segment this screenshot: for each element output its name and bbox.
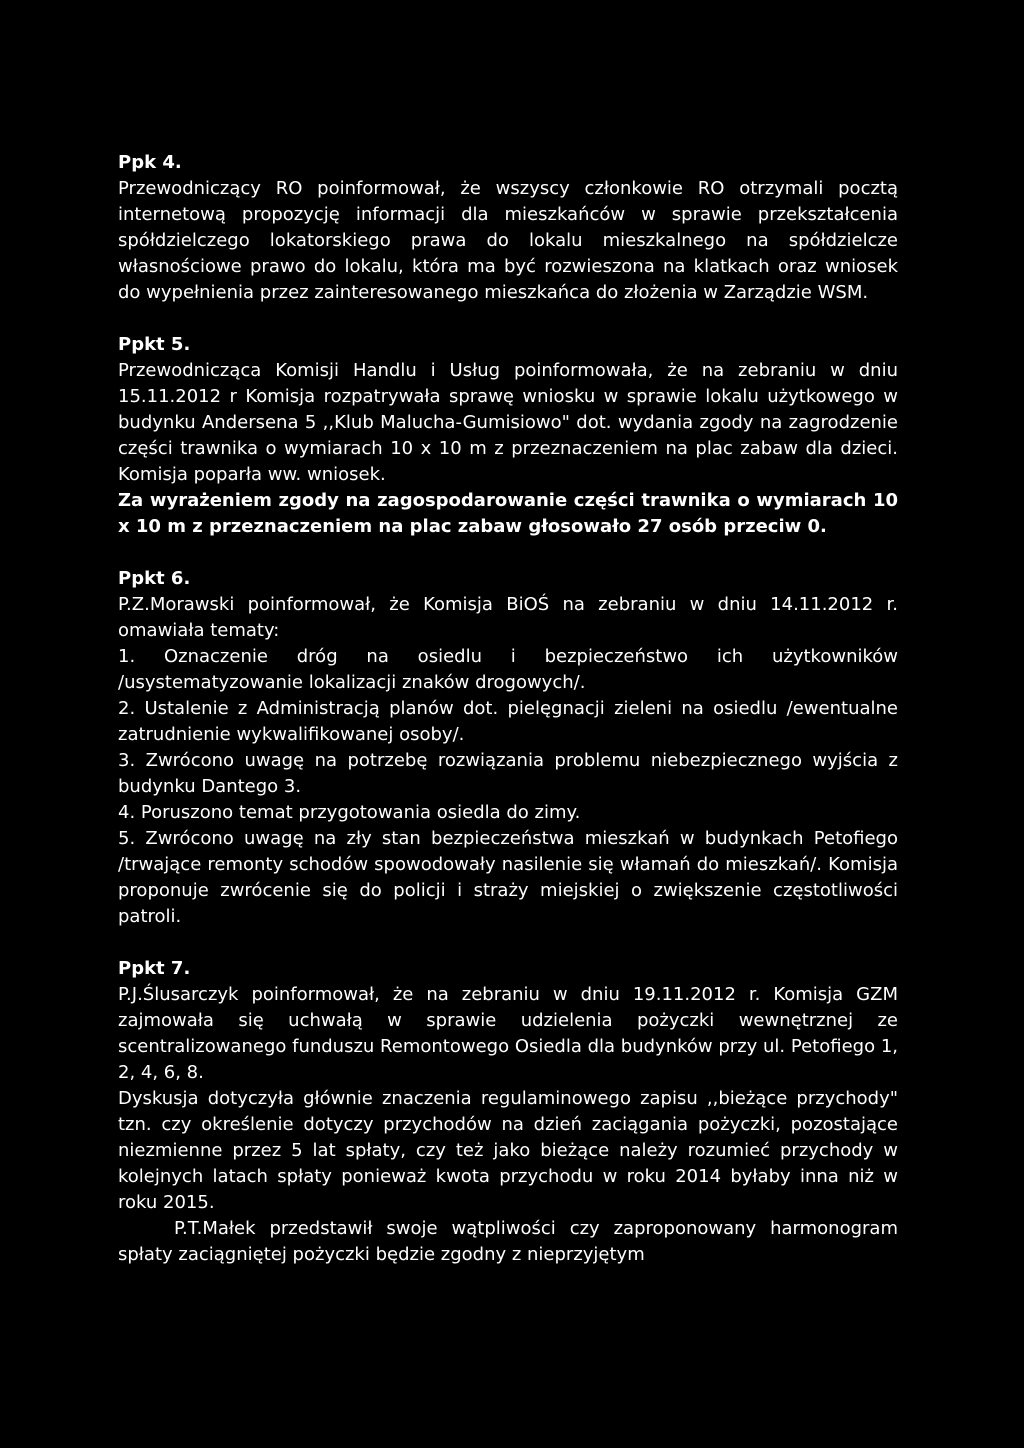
- section-heading: Ppkt 6.: [118, 568, 191, 589]
- paragraph: P.T.Małek przedstawił swoje wątpliwości czy zaproponowany harmonogram spłaty zaciągniętej pożyczki będzie zgodny z nieprzyjętym: [118, 1218, 898, 1265]
- section-ppkt7: [118, 956, 898, 1268]
- list-item: 5. Zwrócono uwagę na zły stan bezpieczeństwa mieszkań w budynkach Petofiego /trwające remonty schodów spowodowały nasilenie się włamań do mieszkań/. Komisja proponuje zwrócenie się do policji i straży miejskiej o zwiększenie częstotliwości patroli.: [118, 828, 898, 927]
- section-ppkt5: [118, 332, 898, 540]
- list-item: 1. Oznaczenie dróg na osiedlu i bezpieczeństwo ich użytkowników /usystematyzowanie lokalizacji znaków drogowych/.: [118, 646, 898, 693]
- paragraph: Dyskusja dotyczyła głównie znaczenia regulaminowego zapisu ,,bieżące przychody" tzn. czy określenie dotyczy przychodów na dzień zaciągania pożyczki, pozostające niezmienne przez 5 lat spłaty, czy też jako bieżące należy rozumieć przychody w kolejnych latach spłaty ponieważ kwota przychodu w roku 2014 byłaby inna niż w roku 2015.: [118, 1088, 898, 1213]
- paragraph: P.Z.Morawski poinformował, że Komisja BiOŚ na zebraniu w dniu 14.11.2012 r. omawiała tematy:: [118, 594, 898, 641]
- section-heading: Ppkt 5.: [118, 334, 191, 355]
- list-item: 2. Ustalenie z Administracją planów dot. pielęgnacji zieleni na osiedlu /ewentualne zatrudnienie wykwalifikowanej osoby/.: [118, 698, 898, 745]
- list-item: 4. Poruszono temat przygotowania osiedla do zimy.: [118, 802, 581, 823]
- paragraph: Przewodniczący RO poinformował, że wszyscy członkowie RO otrzymali pocztą internetową propozycję informacji dla mieszkańców w sprawie przekształcenia spółdzielczego lokatorskiego prawa do lokalu mieszkalnego na spółdzielcze własnościowe prawo do lokalu, która ma być rozwieszona na klatkach oraz wniosek do wypełnienia przez zainteresowanego mieszkańca do złożenia w Zarządzie WSM.: [118, 178, 898, 303]
- vote-result-paragraph: Za wyrażeniem zgody na zagospodarowanie części trawnika o wymiarach 10 x 10 m z przeznaczeniem na plac zabaw głosowało 27 osób przeciw 0.: [118, 490, 898, 537]
- document-page: [118, 150, 898, 1294]
- list-item: 3. Zwrócono uwagę na potrzebę rozwiązania problemu niebezpiecznego wyjścia z budynku Dantego 3.: [118, 750, 898, 797]
- section-ppkt6: [118, 566, 898, 930]
- paragraph: Przewodnicząca Komisji Handlu i Usług poinformowała, że na zebraniu w dniu 15.11.2012 r Komisja rozpatrywała sprawę wniosku w sprawie lokalu użytkowego w budynku Andersena 5 ,,Klub Malucha-Gumisiowo" dot. wydania zgody na zagrodzenie części trawnika o wymiarach 10 x 10 m z przeznaczeniem na plac zabaw dla dzieci. Komisja poparła ww. wniosek.: [118, 360, 898, 485]
- paragraph: P.J.Ślusarczyk poinformował, że na zebraniu w dniu 19.11.2012 r. Komisja GZM zajmowała się uchwałą w sprawie udzielenia pożyczki wewnętrznej ze scentralizowanego funduszu Remontowego Osiedla dla budynków przy ul. Petofiego 1, 2, 4, 6, 8.: [118, 984, 898, 1083]
- section-ppk4: [118, 150, 898, 306]
- section-heading: Ppkt 7.: [118, 958, 191, 979]
- section-heading: Ppk 4.: [118, 152, 182, 173]
